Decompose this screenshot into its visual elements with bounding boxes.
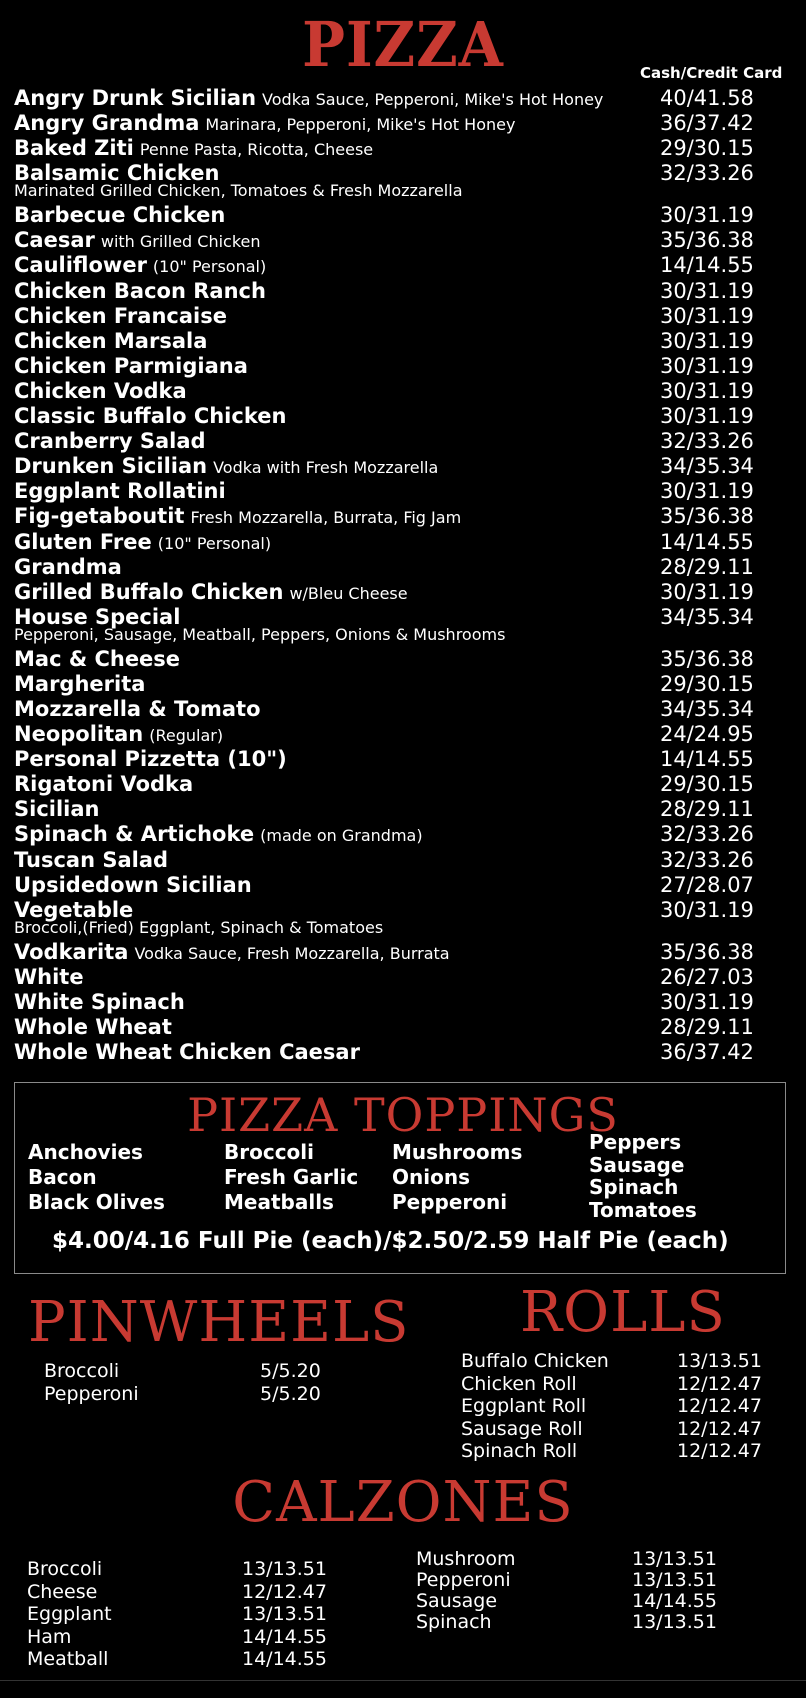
pizza-item-name: Barbecue Chicken: [14, 203, 226, 228]
pizza-item-name: Chicken Vodka: [14, 378, 187, 403]
pizza-item: [14, 111, 784, 136]
pizza-item-name: Eggplant Rollatini: [14, 479, 226, 504]
list-item: [461, 1373, 781, 1396]
pizza-item-price: 29/30.15: [660, 671, 754, 696]
item-price: 14/14.55: [632, 1590, 717, 1612]
pizza-item-name: Vegetable: [14, 897, 134, 922]
pizza-item-price: 27/28.07: [660, 872, 754, 897]
pizza-item-name: Whole Wheat Chicken Caesar: [14, 1040, 360, 1065]
topping-item: Pepperoni: [392, 1190, 508, 1214]
pizza-item: [14, 672, 784, 697]
topping-item: Bacon: [28, 1165, 97, 1189]
pizza-item: [14, 647, 784, 672]
pizza-item-name: White: [14, 964, 84, 989]
pizza-item: [14, 404, 784, 429]
list-item: [27, 1603, 347, 1626]
item-name: Ham: [27, 1625, 72, 1648]
list-item: [416, 1591, 736, 1612]
pizza-item-name: Grilled Buffalo Chicken: [14, 579, 284, 604]
pizza-item-name: Gluten Free: [14, 529, 152, 554]
pizza-item: [14, 504, 784, 529]
pizza-item: [14, 354, 784, 379]
pizza-item-price: 28/29.11: [660, 797, 754, 822]
topping-item: Meatballs: [224, 1190, 334, 1214]
pizza-item: [14, 429, 784, 454]
pizza-item-price: 29/30.15: [660, 772, 754, 797]
pizza-item-description: Penne Pasta, Ricotta, Cheese: [139, 140, 374, 160]
pizza-item-description: (Regular): [149, 726, 224, 746]
item-price: 12/12.47: [677, 1440, 762, 1462]
pizza-item-description: Vodka with Fresh Mozzarella: [213, 458, 439, 478]
topping-item: Sausage: [589, 1152, 685, 1177]
pizza-item-price: 32/33.26: [660, 429, 754, 454]
divider: [0, 1680, 806, 1681]
pizza-item-name: Chicken Marsala: [14, 328, 208, 353]
pizza-item-price: 34/35.34: [660, 454, 754, 479]
toppings-column-3: [392, 1140, 522, 1215]
calzones-right-list: [416, 1549, 736, 1633]
pizza-item: [14, 722, 784, 747]
list-item: [416, 1612, 736, 1633]
calzones-title: CALZONES: [232, 1470, 574, 1535]
pizza-item-price: 36/37.42: [660, 1040, 754, 1065]
list-item: [27, 1581, 347, 1604]
topping-item: Anchovies: [28, 1140, 143, 1164]
topping-item: Tomatoes: [589, 1197, 697, 1222]
pizza-item-name: Upsidedown Sicilian: [14, 872, 252, 897]
pizza-item-price: 29/30.15: [660, 136, 754, 161]
pizza-item-name: Chicken Bacon Ranch: [14, 278, 266, 303]
toppings-column-4: [589, 1131, 697, 1221]
pizza-item-price: 30/31.19: [660, 989, 754, 1014]
pizza-item-name: Neopolitan: [14, 722, 144, 747]
pizza-item: [14, 530, 784, 555]
pizza-item-description: Vodka Sauce, Fresh Mozzarella, Burrata: [134, 943, 450, 963]
list-item: [27, 1558, 347, 1581]
pizza-item-name: Baked Ziti: [14, 136, 134, 161]
pizza-item-name: Balsamic Chicken: [14, 161, 220, 186]
toppings-column-1: [28, 1140, 165, 1215]
pizza-item-price: 35/36.38: [660, 228, 754, 253]
item-price: 13/13.51: [632, 1548, 717, 1570]
pizza-item-price: 30/31.19: [660, 303, 754, 328]
pizza-item-name: Tuscan Salad: [14, 847, 169, 872]
pizza-item: [14, 379, 784, 404]
pizza-item: [14, 454, 784, 479]
pizza-item: [14, 697, 784, 722]
rolls-title: ROLLS: [520, 1280, 726, 1345]
pizza-item-description: with Grilled Chicken: [100, 232, 261, 252]
pizza-item: [14, 304, 784, 329]
pizza-item-description: Vodka Sauce, Pepperoni, Mike's Hot Honey: [262, 90, 604, 109]
pinwheels-list: [44, 1360, 344, 1405]
pizza-item-price: 28/29.11: [660, 1015, 754, 1039]
pizza-item-description: w/Bleu Cheese: [289, 583, 408, 603]
pizza-item-price: 35/36.38: [660, 504, 754, 529]
price-header: Cash/Credit Card: [640, 64, 783, 82]
pizza-item-description: Pepperoni, Sausage, Meatball, Peppers, Onions & Mushrooms: [14, 624, 506, 644]
list-item: [461, 1395, 781, 1418]
pizza-item-description: (10" Personal): [157, 533, 272, 553]
pizza-item-price: 32/33.26: [660, 847, 754, 872]
item-price: 14/14.55: [242, 1625, 327, 1648]
item-name: Spinach Roll: [461, 1440, 578, 1462]
pizza-item-price: 30/31.19: [660, 404, 754, 429]
list-item: [44, 1360, 344, 1383]
item-name: Eggplant: [27, 1603, 112, 1625]
pizza-item: [14, 555, 784, 580]
pizza-item-name: Grandma: [14, 554, 122, 579]
item-name: Spinach: [416, 1611, 492, 1633]
pizza-item-name: Angry Drunk Sicilian: [14, 86, 257, 110]
topping-item: Peppers: [589, 1130, 682, 1154]
pizza-item-name: House Special: [14, 604, 181, 629]
pizza-item-price: 30/31.19: [660, 479, 754, 504]
rolls-list: [461, 1350, 781, 1463]
item-name: Mushroom: [416, 1548, 516, 1570]
topping-item: Black Olives: [28, 1190, 165, 1214]
pizza-item: [14, 136, 784, 161]
pizza-item-name: Margherita: [14, 671, 146, 696]
item-price: 14/14.55: [242, 1648, 327, 1670]
topping-item: Mushrooms: [392, 1140, 523, 1164]
item-name: Sausage Roll: [461, 1417, 583, 1440]
pizza-item-name: White Spinach: [14, 989, 185, 1014]
topping-item: Spinach: [589, 1175, 679, 1199]
pizza-item-price: 14/14.55: [660, 747, 754, 772]
pizza-item-price: 30/31.19: [660, 579, 754, 604]
item-price: 12/12.47: [242, 1580, 327, 1603]
pizza-item-name: Spinach & Artichoke: [14, 822, 255, 847]
list-item: [27, 1626, 347, 1649]
pizza-item: [14, 965, 784, 990]
pizza-list: [14, 86, 784, 1065]
pizza-item-name: Vodkarita: [14, 939, 129, 964]
pizza-item: [14, 940, 784, 965]
pizza-item: [14, 1040, 784, 1065]
pizza-item: [14, 580, 784, 605]
item-name: Sausage: [416, 1590, 498, 1612]
pizza-item-price: 24/24.95: [660, 722, 754, 747]
pizza-item-name: Rigatoni Vodka: [14, 772, 194, 797]
pizza-item-description: Marinated Grilled Chicken, Tomatoes & Fresh Mozzarella: [14, 181, 463, 201]
pizza-item: [14, 822, 784, 847]
list-item: [461, 1418, 781, 1441]
pinwheels-title: PINWHEELS: [28, 1290, 410, 1355]
pizza-item-description: Marinara, Pepperoni, Mike's Hot Honey: [205, 115, 516, 135]
item-price: 13/13.51: [632, 1611, 717, 1633]
item-price: 12/12.47: [677, 1395, 762, 1417]
item-name: Buffalo Chicken: [461, 1350, 609, 1372]
pizza-item-name: Drunken Sicilian: [14, 454, 208, 479]
pizza-item-name: Mozzarella & Tomato: [14, 696, 261, 721]
item-name: Meatball: [27, 1648, 109, 1670]
list-item: [461, 1440, 781, 1463]
pizza-item-price: 30/31.19: [660, 353, 754, 378]
pizza-item: [14, 1015, 784, 1040]
item-name: Broccoli: [44, 1360, 120, 1382]
pizza-item: [14, 228, 784, 253]
topping-item: Fresh Garlic: [224, 1165, 359, 1189]
pizza-item-name: Cauliflower: [14, 253, 147, 278]
pizza-item: [14, 329, 784, 354]
pizza-item-price: 34/35.34: [660, 604, 754, 629]
item-name: Eggplant Roll: [461, 1395, 587, 1417]
pizza-item-name: Classic Buffalo Chicken: [14, 404, 287, 429]
pizza-item-description: (made on Grandma): [260, 826, 423, 846]
topping-item: Broccoli: [224, 1140, 315, 1164]
item-price: 13/13.51: [242, 1603, 327, 1625]
list-item: [416, 1549, 736, 1570]
item-name: Broccoli: [27, 1558, 103, 1580]
pizza-item-price: 40/41.58: [660, 86, 754, 110]
pizza-item: [14, 797, 784, 822]
list-item: [416, 1570, 736, 1591]
pizza-item: [14, 86, 784, 111]
item-price: 12/12.47: [677, 1417, 762, 1440]
pizza-item-price: 28/29.11: [660, 554, 754, 579]
pizza-item-name: Sicilian: [14, 797, 100, 822]
pizza-item: [14, 747, 784, 772]
pizza-item: [14, 479, 784, 504]
item-price: 13/13.51: [677, 1350, 762, 1372]
item-name: Cheese: [27, 1580, 98, 1603]
list-item: [27, 1648, 347, 1671]
pizza-item-name: Caesar: [14, 228, 95, 253]
item-price: 5/5.20: [260, 1360, 321, 1382]
item-price: 12/12.47: [677, 1372, 762, 1395]
pizza-item: [14, 161, 784, 203]
list-item: [461, 1350, 781, 1373]
pizza-item-price: 35/36.38: [660, 646, 754, 671]
item-name: Pepperoni: [416, 1569, 511, 1591]
item-name: Chicken Roll: [461, 1372, 577, 1395]
pizza-item-price: 36/37.42: [660, 111, 754, 136]
pizza-item: [14, 873, 784, 898]
toppings-column-2: [224, 1140, 358, 1215]
pizza-item: [14, 990, 784, 1015]
pizza-item-price: 14/14.55: [660, 529, 754, 554]
pizza-item-description: Fresh Mozzarella, Burrata, Fig Jam: [190, 508, 462, 528]
pizza-item-name: Whole Wheat: [14, 1015, 172, 1039]
item-price: 13/13.51: [632, 1569, 717, 1591]
pizza-item-price: 30/31.19: [660, 203, 754, 228]
pizza-item-price: 32/33.26: [660, 822, 754, 847]
pizza-item-name: Personal Pizzetta (10"): [14, 747, 287, 772]
pizza-item-name: Chicken Francaise: [14, 303, 227, 328]
calzones-left-list: [27, 1558, 347, 1671]
pizza-item-description: Broccoli,(Fried) Eggplant, Spinach & Tomatoes: [14, 917, 384, 937]
pizza-item-price: 26/27.03: [660, 964, 754, 989]
item-name: Pepperoni: [44, 1382, 139, 1405]
pizza-item-price: 30/31.19: [660, 897, 754, 922]
pizza-item: [14, 605, 784, 647]
pizza-item-name: Chicken Parmigiana: [14, 353, 248, 378]
item-price: 13/13.51: [242, 1558, 327, 1580]
pizza-item-price: 35/36.38: [660, 939, 754, 964]
pizza-item-name: Fig-getaboutit: [14, 504, 185, 529]
pizza-item-name: Mac & Cheese: [14, 646, 181, 671]
pizza-item-description: (10" Personal): [152, 257, 267, 277]
pizza-title: PIZZA: [302, 8, 504, 81]
list-item: [44, 1383, 344, 1406]
pizza-item-price: 14/14.55: [660, 253, 754, 278]
toppings-title: PIZZA TOPPINGS: [187, 1088, 619, 1142]
pizza-item: [14, 848, 784, 873]
pizza-item: [14, 253, 784, 278]
pizza-item-price: 30/31.19: [660, 378, 754, 403]
item-price: 5/5.20: [260, 1382, 321, 1405]
pizza-item-price: 30/31.19: [660, 278, 754, 303]
pizza-item: [14, 279, 784, 304]
topping-item: Onions: [392, 1165, 470, 1189]
toppings-price-line: $4.00/4.16 Full Pie (each)/$2.50/2.59 Half Pie (each): [52, 1228, 729, 1254]
pizza-item-name: Cranberry Salad: [14, 429, 206, 454]
pizza-item-price: 30/31.19: [660, 328, 754, 353]
pizza-item: [14, 898, 784, 940]
pizza-item-name: Angry Grandma: [14, 111, 200, 136]
pizza-item: [14, 772, 784, 797]
pizza-item-price: 32/33.26: [660, 161, 754, 186]
pizza-item: [14, 203, 784, 228]
pizza-item-price: 34/35.34: [660, 696, 754, 721]
